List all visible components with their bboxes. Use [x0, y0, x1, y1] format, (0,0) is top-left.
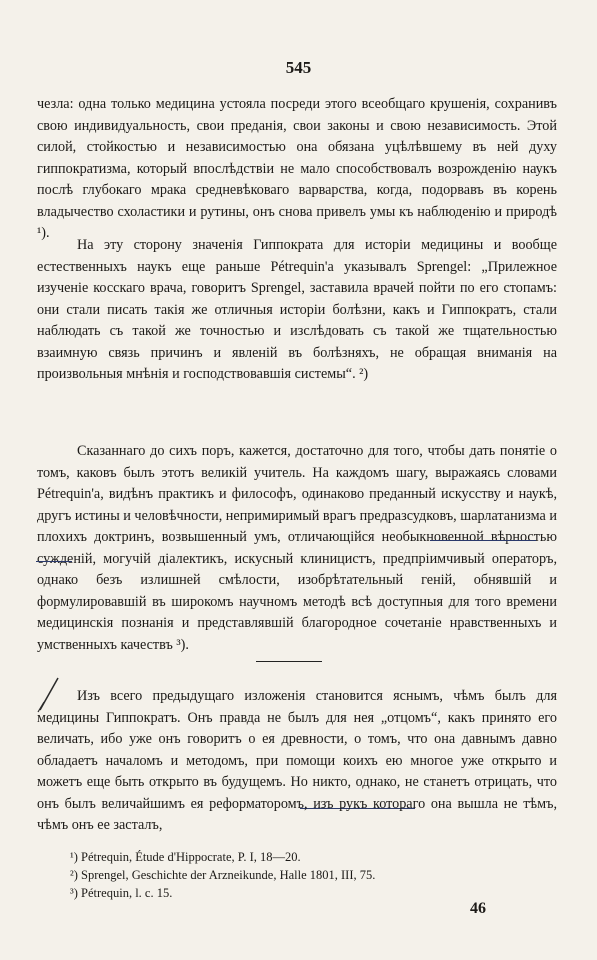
footnote-2: ²) Sprengel, Geschichte der Arzneikunde, Halle 1801, III, 75. [70, 868, 376, 882]
handwritten-underline [36, 561, 72, 562]
handwritten-underline [430, 540, 536, 541]
footnotes [70, 848, 550, 902]
paragraph-4: Изъ всего предыдущаго изложенія становится яснымъ, чѣмъ былъ для медицины Гиппократъ. Онъ правда не былъ для нея „отцомъ“, какъ принято его величать, ибо уже онъ говоритъ о ея древности, о томъ, что она давнымъ давно обладаетъ началомъ и методомъ, при помощи коихъ ею многое уже открыто и можетъ еще быть открыто въ будущемъ. Но никто, однако, не станетъ отрицать, что онъ былъ величайшимъ ея реформаторомъ, изъ рукъ котораго она вышла не тѣмъ, чѣмъ онъ ее засталъ, [37, 688, 557, 833]
paragraph-block-4 [37, 686, 557, 837]
signature-number: 46 [470, 900, 486, 917]
paragraph-3: Сказаннаго до сихъ поръ, кажется, достаточно для того, чтобы дать понятіе о томъ, каковъ былъ этотъ великій учитель. На каждомъ шагу, выражаясь словами Pétrequin'а, видѣнъ практикъ и философъ, одинаково преданный искусству и наукѣ, другъ истины и человѣчности, непримиримый врагъ предразсудковъ, шарлатанизма и плохихъ доктринъ, возвышенный умъ, отличающійся необыкновенной вѣрностью сужденій, могучій діалектикъ, искусный клиницистъ, предпріимчивый операторъ, однако безъ излишней смѣлости, изобрѣтательный геній, обнявшій и формулировавшій въ широкомъ научномъ методѣ всѣ доступныя для того времени медицинскія познанія и представлявшій благородное сочетаніе нравственныхъ и умственныхъ качествъ ³). [37, 443, 557, 653]
footnote-3: ³) Pétrequin, l. c. 15. [70, 886, 173, 900]
paragraph-block-3 [37, 441, 557, 656]
section-divider [256, 661, 322, 662]
paragraph-2: На эту сторону значенія Гиппократа для исторіи медицины и вообще естественныхъ наукъ еще раньше Pétrequin'а указывалъ Sprengel: „Прилежное изученіе косскаго врача, говоритъ Sprengel, заставила врачей пойти по его стопамъ: они стали писать такія же отличныя исторіи болѣзни, какъ и Гиппократъ, стали наблюдать съ такой же точностью и изслѣдовать съ такой же тщательностью взаимную связь причинъ и явленій въ болѣзняхъ, не обращая вниманія на произвольныя мнѣнія и господствовавшія системы“. ²) [37, 237, 557, 382]
paragraph-block-2 [37, 235, 557, 386]
paragraph-block-1 [37, 94, 557, 245]
footnote-1: ¹) Pétrequin, Étude d'Hippocrate, P. I, 18—20. [70, 850, 301, 864]
paragraph-1: чезла: одна только медицина устояла посреди этого всеобщаго крушенія, сохранивъ свою индивидуальность, свои преданія, свои законы и свою независимость. Этой силой, стойкостью и независимостью она обязана уцѣлѣвшему въ ней духу гиппократизма, который впослѣдствіи не мало способствовалъ возрожденію наукъ послѣ глубокаго мрака средневѣковаго варварства, когда, подорвавъ въ корень владычество схоластики и рутины, онъ снова привелъ умы къ наблюденію и природѣ ¹). [37, 96, 557, 241]
page-number: 545 [285, 58, 312, 77]
